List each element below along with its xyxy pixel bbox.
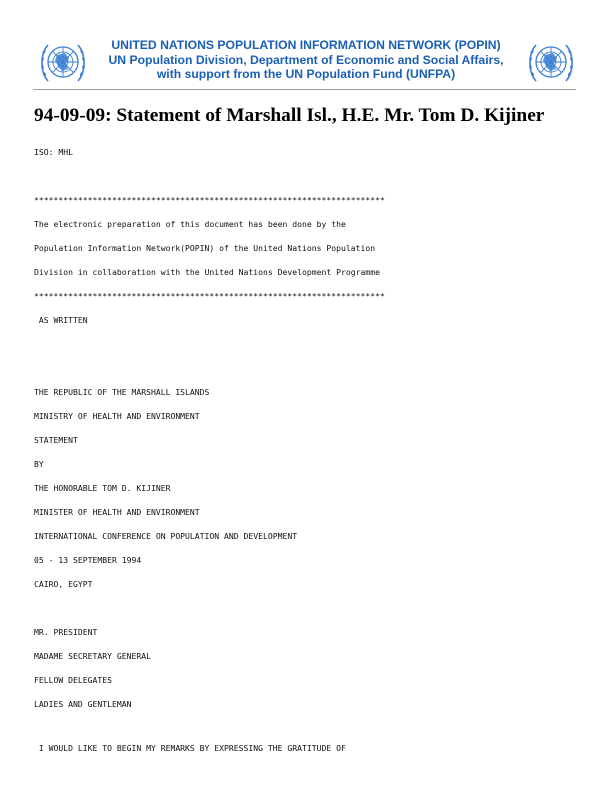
text-line: MR. PRESIDENT <box>34 627 98 637</box>
text-line: 05 - 13 SEPTEMBER 1994 <box>34 555 142 565</box>
text-line: AS WRITTEN <box>34 315 88 325</box>
text-line: STATEMENT <box>34 435 78 445</box>
header-line-1: UNITED NATIONS POPULATION INFORMATION NETWORK (POPIN) <box>111 38 501 52</box>
text-line: MADAME SECRETARY GENERAL <box>34 651 151 661</box>
text-line: LADIES AND GENTLEMAN <box>34 699 132 709</box>
header-line-2: UN Population Division, Department of Economic and Social Affairs, <box>108 52 504 67</box>
iso-code-line: ISO: MHL <box>34 147 73 157</box>
page-title: 94-09-09: Statement of Marshall Isl., H.E. Mr. Tom D. Kijiner <box>34 105 545 126</box>
un-emblem-icon <box>38 38 88 88</box>
text-line: FELLOW DELEGATES <box>34 675 112 685</box>
text-line: Population Information Network(POPIN) of the United Nations Population <box>34 243 376 253</box>
text-line: MINISTRY OF HEALTH AND ENVIRONMENT <box>34 411 200 421</box>
text-line: The electronic preparation of this document has been done by the <box>34 219 346 229</box>
text-line: Division in collaboration with the United Nations Development Programme <box>34 267 380 277</box>
text-line: THE HONORABLE TOM D. KIJINER <box>34 483 171 493</box>
header-divider <box>33 89 576 90</box>
separator-line: ************************************************************************ <box>34 195 385 205</box>
text-line: BY <box>34 459 44 469</box>
separator-line: ************************************************************************ <box>34 291 385 301</box>
text-line: MINISTER OF HEALTH AND ENVIRONMENT <box>34 507 200 517</box>
text-line: INTERNATIONAL CONFERENCE ON POPULATION AND DEVELOPMENT <box>34 531 298 541</box>
un-emblem-icon <box>526 38 576 88</box>
text-line: I WOULD LIKE TO BEGIN MY REMARKS BY EXPRESSING THE GRATITUDE OF <box>34 743 346 753</box>
text-line: CAIRO, EGYPT <box>34 579 93 589</box>
popin-header <box>92 38 520 82</box>
text-line: THE REPUBLIC OF THE MARSHALL ISLANDS <box>34 387 210 397</box>
header-line-3: with support from the UN Population Fund (UNFPA) <box>156 67 456 81</box>
